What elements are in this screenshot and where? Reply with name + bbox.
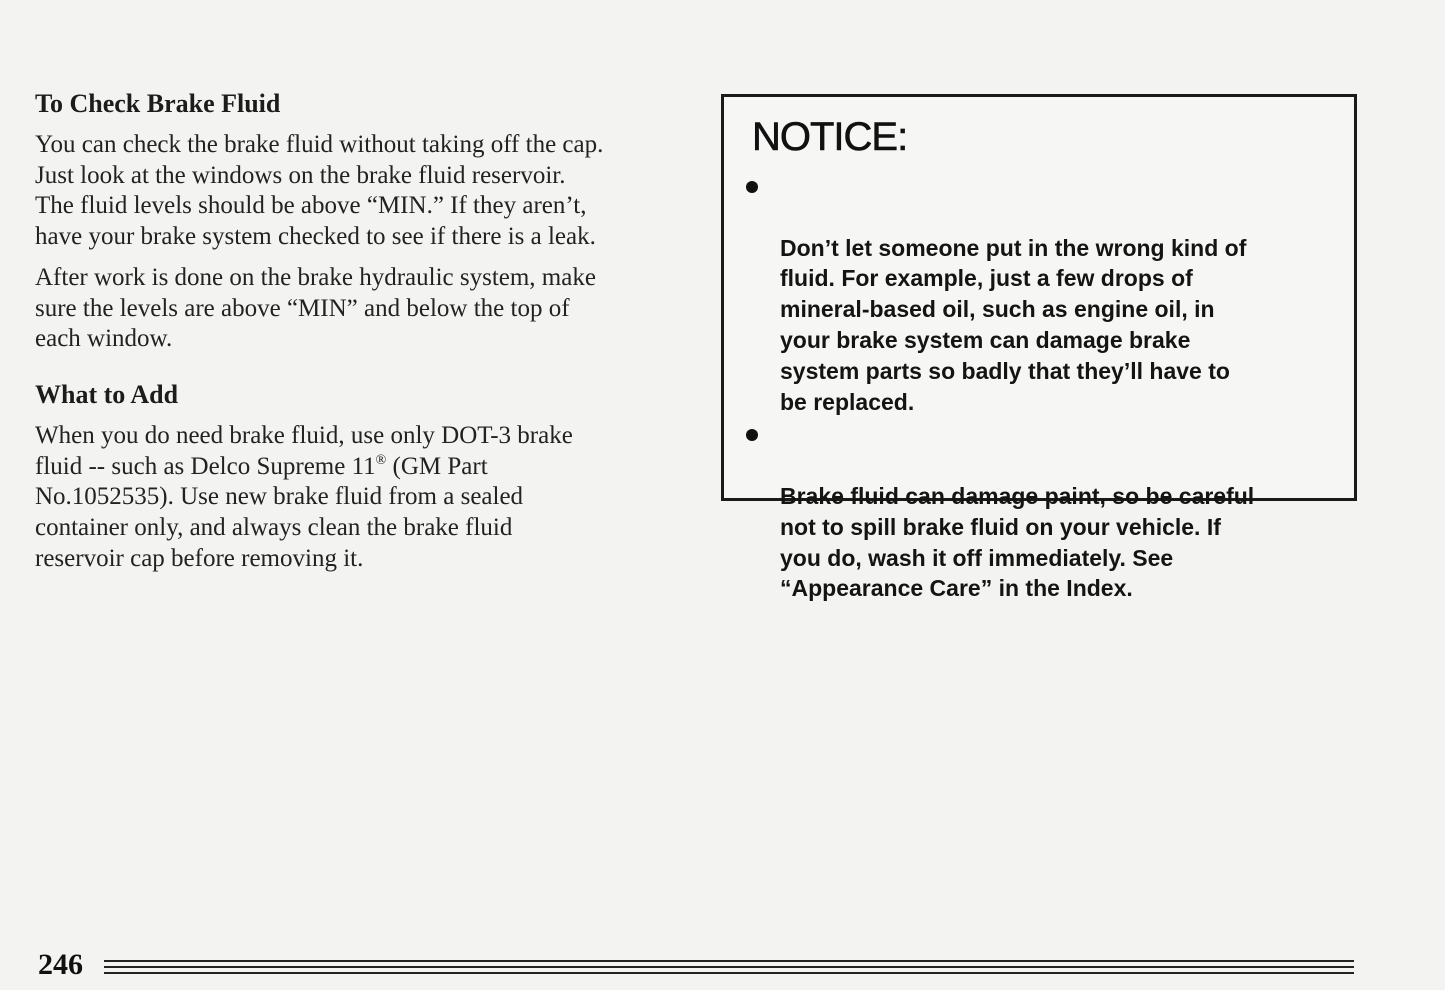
notice-item (724, 419, 1324, 604)
what-to-add-heading: What to Add (35, 379, 179, 409)
what-to-add-text-part-2: (GM Part No.1052535). Use new brake fluid from a sealed container only, and always clean the brake fluid reservoir cap before removing it. (35, 452, 524, 572)
notice-item-text: Don’t let someone put in the wrong kind of fluid. For example, just a few drops of mineral-based oil, such as engine oil, in your brake system can damage brake system parts so badly that they’ll have to be replaced. (780, 234, 1247, 415)
what-to-add-paragraph (35, 421, 685, 575)
notice-title: NOTICE: (752, 115, 908, 159)
bullet-icon (746, 181, 758, 193)
page-number: 246 (38, 948, 83, 981)
left-column (35, 86, 685, 584)
footer-rule (104, 966, 1354, 968)
notice-item (724, 171, 1324, 417)
check-brake-fluid-paragraph-2: After work is done on the brake hydraulic system, make sure the levels are above “MIN” and below the top of each window. (35, 263, 596, 353)
check-brake-fluid-paragraph-1: You can check the brake fluid without taking off the cap. Just look at the windows on the brake fluid reservoir. The fluid levels should be above “MIN.” If they aren’t, have your brake system checked to see if there is a leak. (35, 131, 604, 251)
notice-box (721, 94, 1357, 602)
page-footer (38, 948, 1354, 988)
registered-mark: ® (375, 452, 387, 468)
what-to-add-text-part-1: When you do need brake fluid, use only DOT-3 brake fluid -- such as Delco Supreme 11 (35, 421, 573, 480)
footer-rule (104, 960, 1354, 962)
bullet-icon (746, 429, 758, 441)
check-brake-fluid-heading: To Check Brake Fluid (35, 89, 281, 118)
notice-item-text: Brake fluid can damage paint, so be careful not to spill brake fluid on your vehicle. If you do, wash it off immediately. See “Appearance Care” in the Index. (780, 482, 1255, 602)
notice-list (724, 171, 1324, 606)
footer-rule (104, 972, 1354, 974)
